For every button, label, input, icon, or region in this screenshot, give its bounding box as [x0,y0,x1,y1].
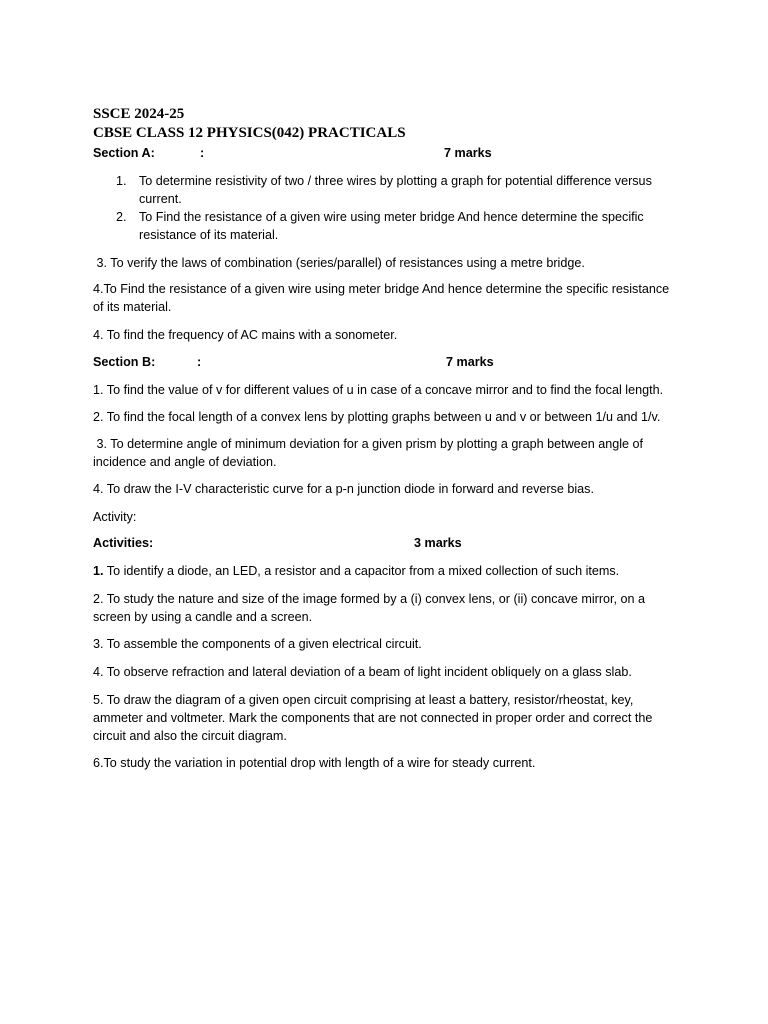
list-item-number: 1. [116,174,127,188]
activity-label: Activity: [93,510,137,524]
section-a-heading [93,144,678,162]
activity-item-4: 4. To observe refraction and lateral deviation of a beam of light incident obliquely on a glass slab. [93,665,632,679]
activities-heading [93,534,678,552]
document-title: CBSE CLASS 12 PHYSICS(042) PRACTICALS [93,125,406,141]
section-b-title: Section B: [93,355,156,369]
list-item-text: To determine resistivity of two / three wires by plotting a graph for potential difference versus current. [139,174,652,206]
activity-item-1 [93,562,678,580]
section-b-colon: : [197,355,202,369]
activities-title: Activities: [93,536,154,550]
activity-item-3: 3. To assemble the components of a given electrical circuit. [93,637,422,651]
section-a-list [93,172,678,244]
list-item-text: To Find the resistance of a given wire using meter bridge And hence determine the specific resistance of its material. [139,210,644,242]
activity-item-1-text: To identify a diode, an LED, a resistor and a capacitor from a mixed collection of such items. [103,564,620,578]
activity-item-5: 5. To draw the diagram of a given open circuit comprising at least a battery, resistor/rheostat, key, ammeter and voltmeter. Mark the components that are not connected in proper order and correct the circuit and also the circuit diagram. [93,693,653,743]
section-a-marks: 7 marks [444,146,492,160]
activity-item-6: 6.To study the variation in potential drop with length of a wire for steady current. [93,756,536,770]
activities-marks: 3 marks [414,536,462,550]
section-b-item-2: 2. To find the focal length of a convex lens by plotting graphs between u and v or between 1/u and 1/v. [93,410,661,424]
section-a-title: Section A: [93,146,155,160]
list-item-number: 2. [116,210,127,224]
section-a-item-4b: 4. To find the frequency of AC mains with a sonometer. [93,328,398,342]
section-a-item-3: 3. To verify the laws of combination (series/parallel) of resistances using a metre bridge. [93,256,585,270]
section-a-colon: : [200,146,205,160]
list-item [93,208,678,244]
section-b-item-4: 4. To draw the I-V characteristic curve for a p-n junction diode in forward and reverse bias. [93,482,594,496]
activity-item-2: 2. To study the nature and size of the image formed by a (i) convex lens, or (ii) concave mirror, on a screen by using a candle and a screen. [93,592,646,624]
section-b-heading [93,353,678,371]
section-b-item-3: 3. To determine angle of minimum deviation for a given prism by plotting a graph between angle of incidence and angle of deviation. [93,437,647,469]
section-b-marks: 7 marks [446,355,494,369]
section-a-item-4a: 4.To Find the resistance of a given wire using meter bridge And hence determine the specific resistance of its material. [93,282,670,314]
exam-year-heading: SSCE 2024-25 [93,106,185,122]
activity-item-1-number: 1. [93,564,104,578]
document-page [93,105,678,772]
list-item [93,172,678,208]
section-b-item-1: 1. To find the value of v for different values of u in case of a concave mirror and to find the focal length. [93,383,664,397]
